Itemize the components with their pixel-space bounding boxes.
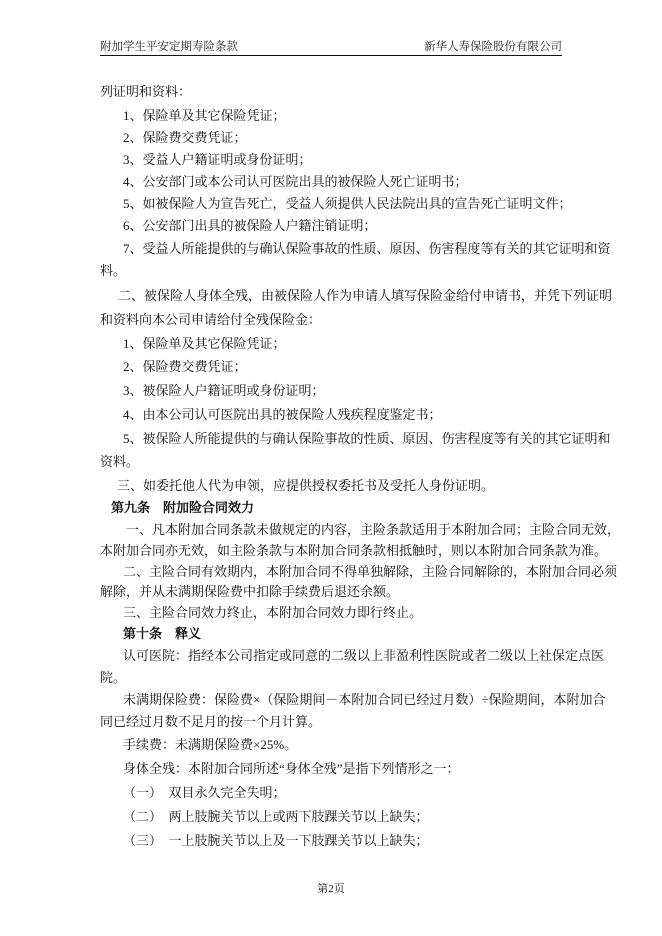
list-item: 2、保险费交费凭证； [123, 130, 247, 145]
paragraph-line: 一、凡本附加合同条款未做规定的内容，主险条款适用于本附加合同；主险合同无效， [126, 522, 621, 537]
text-line: 料。 [100, 263, 127, 278]
section-heading-article-10: 第十条 释义 [123, 626, 202, 641]
text-line: 本附加合同亦无效，如主险条款与本附加合同条款相抵触时，则以本附加合同条款为准。 [100, 543, 608, 558]
header-company-name: 新华人寿保险股份有限公司 [424, 41, 562, 53]
list-item: 3、受益人户籍证明或身份证明； [123, 152, 312, 167]
paragraph-line: 认可医院：指经本公司指定或同意的二级以上非盈利性医院或者二级以上社保定点医 [123, 648, 605, 663]
list-item: 7、受益人所能提供的与确认保险事故的性质、原因、伤害程度等有关的其它证明和资 [123, 241, 611, 256]
text-line: 资料。 [100, 454, 140, 469]
header-document-title: 附加学生平安定期寿险条款 [100, 41, 238, 53]
paragraph-line: 手续费：未满期保险费×25%。 [123, 737, 298, 752]
list-item: 4、公安部门或本公司认可医院出具的被保险人死亡证明书； [123, 174, 468, 189]
paragraph-line: 身体全残：本附加合同所述“身体全残”是指下列情形之一： [123, 761, 460, 776]
paragraph-line: 二、被保险人身体全残，由被保险人作为申请人填写保险金给付申请书，并凭下列证明 [118, 288, 613, 303]
list-item: （二） 两上肢腕关节以上或两下肢踝关节以上缺失； [123, 809, 429, 824]
page-number: 第2页 [317, 883, 345, 895]
paragraph-line: 二、主险合同有效期内，本附加合同不得单独解除，主险合同解除的，本附加合同必须 [123, 564, 618, 579]
list-item: 5、如被保险人为宣告死亡，受益人须提供人民法院出具的宣告死亡证明文件； [123, 196, 572, 211]
list-item: 2、保险费交费凭证； [123, 359, 247, 374]
text-line: 和资料向本公司申请给付全残保险金： [100, 312, 322, 327]
text-line: 列证明和资料： [100, 84, 192, 99]
list-item: （三） 一上肢腕关节以上及一下肢踝关节以上缺失； [123, 833, 429, 848]
list-item: 6、公安部门出具的被保险人户籍注销证明； [123, 218, 377, 233]
header-divider [100, 55, 562, 56]
list-item: 4、由本公司认可医院出具的被保险人残疾程度鉴定书； [123, 407, 442, 422]
section-heading-article-9: 第九条 附加险合同效力 [111, 500, 255, 515]
paragraph-line: 三、主险合同效力终止，本附加合同效力即行终止。 [123, 605, 423, 620]
text-line: 院。 [100, 670, 127, 685]
text-line: 解除，并从未满期保险费中扣除手续费后退还余额。 [100, 584, 400, 599]
text-line: 同已经过月数不足月的按一个月计算。 [100, 714, 322, 729]
list-item: 3、被保险人户籍证明或身份证明； [123, 383, 325, 398]
list-item: （一） 双目永久完全失明； [123, 785, 286, 800]
list-item: 5、被保险人所能提供的与确认保险事故的性质、原因、伤害程度等有关的其它证明和 [123, 431, 611, 446]
list-item: 1、保险单及其它保险凭证； [123, 108, 286, 123]
paragraph-line: 未满期保险费：保险费×（保险期间－本附加合同已经过月数）÷保险期间，本附加合 [123, 692, 606, 707]
list-item: 1、保险单及其它保险凭证； [123, 336, 286, 351]
paragraph-line: 三、如委托他人代为申领，应提供授权委托书及受托人身份证明。 [117, 478, 495, 493]
